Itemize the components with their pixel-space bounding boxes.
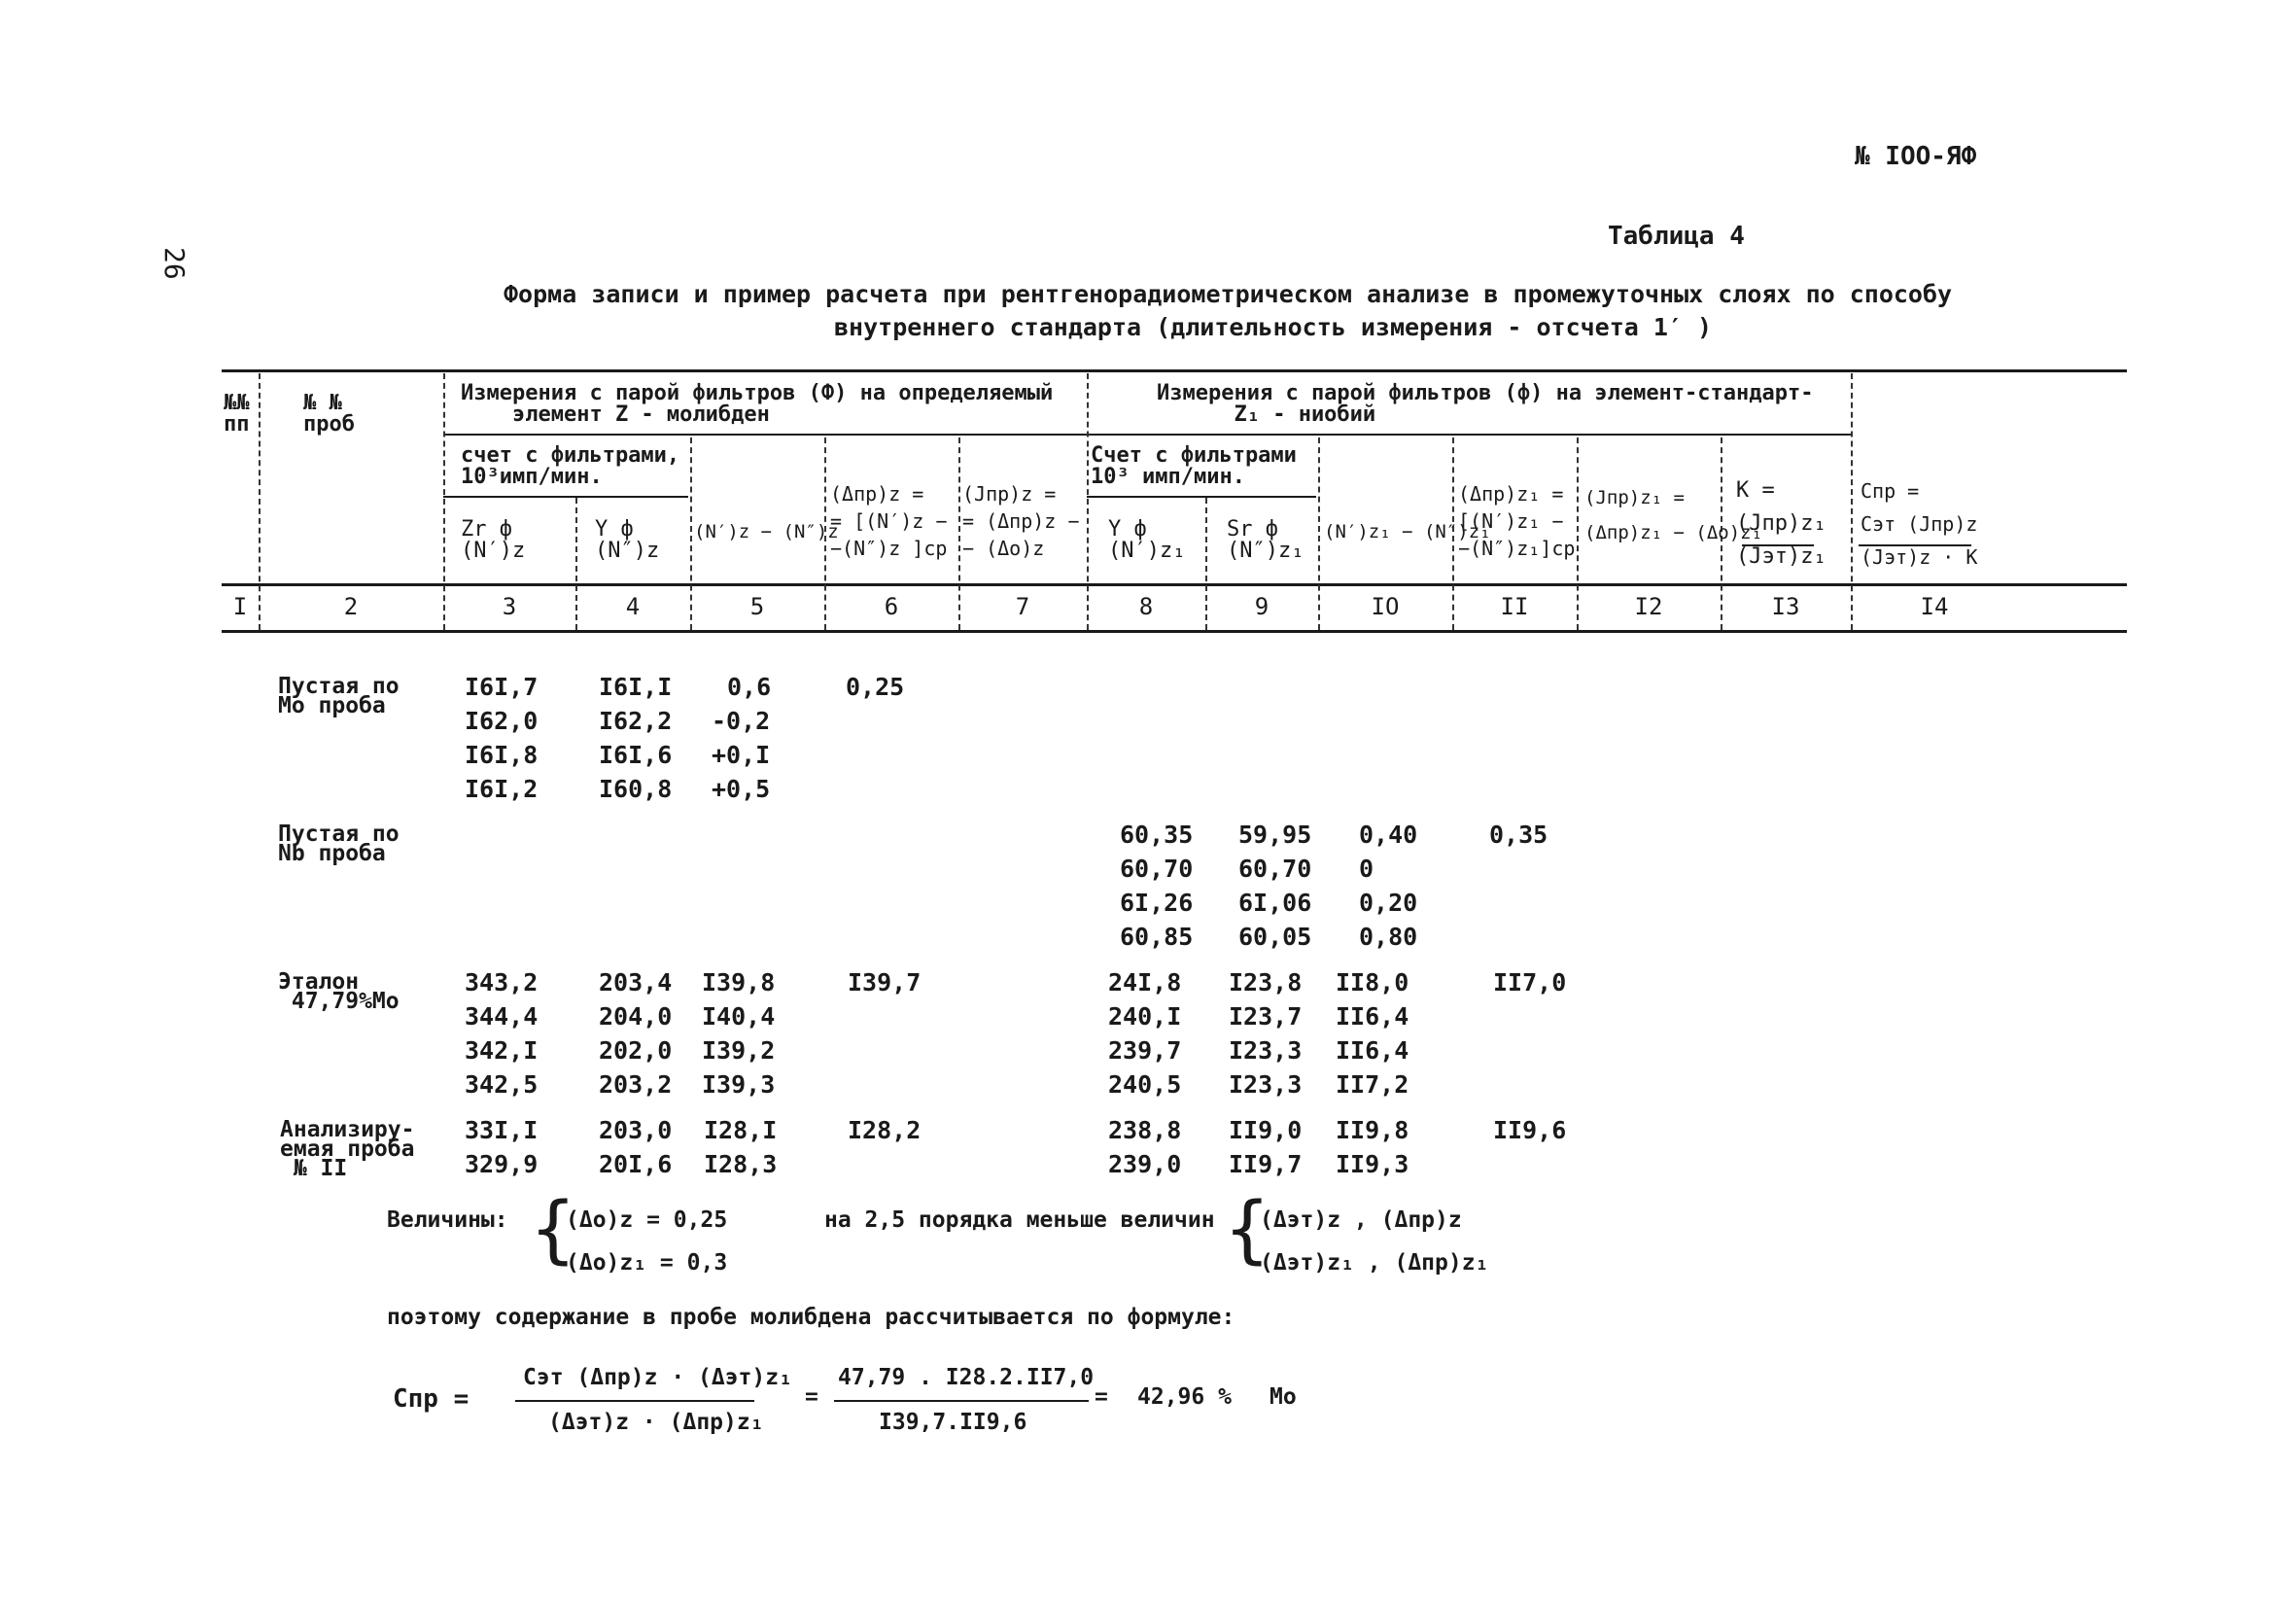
group-split-rule xyxy=(443,434,1853,436)
col-number-5: 5 xyxy=(749,593,765,620)
blank-nb-c9-2: 60,70 xyxy=(1238,855,1312,883)
left-brace-1: { xyxy=(531,1185,575,1272)
col-number-7: 7 xyxy=(1015,593,1030,620)
sample-c5-2: I28,3 xyxy=(704,1150,778,1178)
sample-c4-1: 203,0 xyxy=(599,1116,673,1144)
header-sample-number: № № проб xyxy=(303,391,355,437)
col-sep-13 xyxy=(1851,373,1853,630)
col-number-3: 3 xyxy=(502,593,517,620)
formula-den-1: (Δэт)z · (Δпр)z₁ xyxy=(548,1410,764,1435)
blank-mo-c5-2: -0,2 xyxy=(712,707,771,735)
header-col-12: (Jпр)z₁ = (Δпр)z₁ − (Δo)z₁ xyxy=(1584,487,1763,543)
count-z1-underline xyxy=(1087,496,1316,498)
etalon-c5-3: I39,2 xyxy=(702,1036,776,1065)
header-col-8: Y ф (N′)z₁ xyxy=(1108,517,1186,563)
header-group-molybdenum: Измерения с парой фильтров (Ф) на определяемый элемент Z - молибден xyxy=(461,381,1054,427)
blank-mo-c3-4: I6I,2 xyxy=(465,775,539,803)
sample-c10-1: II9,8 xyxy=(1336,1116,1409,1144)
header-col-7: (Jпр)z = = (Δпр)z − − (Δo)z xyxy=(962,482,1080,560)
left-brace-2: { xyxy=(1225,1185,1270,1272)
sample-c3-2: 329,9 xyxy=(465,1150,539,1178)
therefore-text: поэтому содержание в пробе молибдена рассчитывается по формуле: xyxy=(387,1305,1235,1330)
etalon-c10-3: II6,4 xyxy=(1336,1036,1409,1065)
sample-c9-1: II9,0 xyxy=(1229,1116,1303,1144)
smaller-text: на 2,5 порядка меньше величин xyxy=(824,1207,1215,1233)
col-number-10: IO xyxy=(1371,593,1400,620)
compare-z: (Δэт)z , (Δпр)z xyxy=(1260,1207,1462,1233)
col-number-8: 8 xyxy=(1138,593,1154,620)
etalon-c10-4: II7,2 xyxy=(1336,1070,1409,1099)
formula-lhs: Cпр = xyxy=(393,1384,470,1414)
table-title-line-2: внутреннего стандарта (длительность измерения - отсчета 1′ ) xyxy=(834,313,1713,341)
blank-mo-c5-4: +0,5 xyxy=(712,775,771,803)
blank-nb-c11: 0,35 xyxy=(1489,821,1548,849)
blank-nb-c10-1: 0,40 xyxy=(1359,821,1418,849)
etalon-c10-1: II8,0 xyxy=(1336,968,1409,996)
header-bottom-rule xyxy=(222,583,2127,586)
formula-den-2: I39,7.II9,6 xyxy=(879,1410,1027,1435)
header-col-13: K = (Jпр)z₁ (Jэт)z₁ xyxy=(1736,478,1826,569)
blank-nb-c8-4: 60,85 xyxy=(1120,923,1194,951)
col-sep-1 xyxy=(259,373,261,630)
sample-c6: I28,2 xyxy=(848,1116,922,1144)
compare-z1: (Δэт)z₁ , (Δпр)z₁ xyxy=(1260,1250,1489,1276)
header-col-6: (Δпр)z = = [(N′)z − −(N″)z ]ср xyxy=(830,482,948,560)
formula-eq-2: = xyxy=(1095,1384,1108,1410)
blank-nb-c9-3: 6I,06 xyxy=(1238,889,1312,917)
header-col-10: (N′)z₁ − (N″)z₁ xyxy=(1324,521,1491,542)
table-top-rule xyxy=(222,369,2127,372)
formula-num-2: 47,79 . I28.2.II7,0 xyxy=(838,1365,1095,1390)
header-col-14: Cпр = Cэт (Jпр)z (Jэт)z · K xyxy=(1861,479,1978,569)
page-number: 26 xyxy=(158,247,191,280)
formula-result: 42,96 % xyxy=(1137,1384,1232,1410)
sample-c5-1: I28,I xyxy=(704,1116,778,1144)
header-col-11: (Δпр)z₁ = [(N′)z₁ − −(N″)z₁]ср xyxy=(1458,482,1576,560)
header-row-number: №№ пп xyxy=(224,391,250,437)
etalon-c4-3: 202,0 xyxy=(599,1036,673,1065)
etalon-c8-2: 240,I xyxy=(1108,1002,1182,1031)
formula-eq-1: = xyxy=(805,1384,818,1410)
etalon-c3-1: 343,2 xyxy=(465,968,539,996)
col-number-9: 9 xyxy=(1254,593,1270,620)
col-number-14: I4 xyxy=(1920,593,1949,620)
row-label-blank-mo: Пустая по Мо проба xyxy=(278,674,400,718)
etalon-c4-1: 203,4 xyxy=(599,968,673,996)
col-number-13: I3 xyxy=(1771,593,1800,620)
etalon-c3-3: 342,I xyxy=(465,1036,539,1065)
header-col-5: (N′)z − (N″)z xyxy=(694,521,839,542)
values-word: Величины: xyxy=(387,1207,508,1233)
blank-mo-c4-4: I60,8 xyxy=(599,775,673,803)
etalon-c5-2: I40,4 xyxy=(702,1002,776,1031)
row-label-blank-nb: Пустая по Nb проба xyxy=(278,821,400,866)
header-col-9: Sr ф (N″)z₁ xyxy=(1227,517,1305,563)
blank-nb-c9-1: 59,95 xyxy=(1238,821,1312,849)
etalon-c3-4: 342,5 xyxy=(465,1070,539,1099)
etalon-c9-1: I23,8 xyxy=(1229,968,1303,996)
blank-nb-c10-2: 0 xyxy=(1359,855,1374,883)
table-title-line-1: Форма записи и пример расчета при рентгенорадиометрическом анализе в промежуточных слоях по способу xyxy=(504,280,1953,308)
col-sep-7 xyxy=(1087,373,1089,630)
etalon-c6: I39,7 xyxy=(848,968,922,996)
blank-mo-c3-3: I6I,8 xyxy=(465,741,539,769)
col-number-11: II xyxy=(1500,593,1529,620)
etalon-c9-2: I23,7 xyxy=(1229,1002,1303,1031)
count-z-underline xyxy=(443,496,688,498)
etalon-c8-3: 239,7 xyxy=(1108,1036,1182,1065)
blank-nb-c9-4: 60,05 xyxy=(1238,923,1312,951)
etalon-c3-2: 344,4 xyxy=(465,1002,539,1031)
blank-mo-c5-3: +0,I xyxy=(712,741,771,769)
formula-num-1: Cэт (Δпр)z · (Δэт)z₁ xyxy=(523,1365,792,1390)
col-number-2: 2 xyxy=(343,593,359,620)
row-label-etalon: Эталон 47,79%Мо xyxy=(278,969,400,1014)
blank-mo-c3-2: I62,0 xyxy=(465,707,539,735)
blank-nb-c8-2: 60,70 xyxy=(1120,855,1194,883)
sample-c10-2: II9,3 xyxy=(1336,1150,1409,1178)
delta0-z: (Δo)z = 0,25 xyxy=(566,1207,728,1233)
formula-frac-line-1 xyxy=(515,1400,754,1402)
row-label-sample: Анализиру- емая проба № II xyxy=(280,1117,415,1181)
col-number-6: 6 xyxy=(884,593,899,620)
etalon-c5-4: I39,3 xyxy=(702,1070,776,1099)
table-label: Таблица 4 xyxy=(1608,222,1745,251)
col-number-1: I xyxy=(232,593,248,620)
col-number-12: I2 xyxy=(1634,593,1663,620)
header-group-niobium: Измерения с парой фильтров (ф) на элемент-стандарт- Z₁ - ниобий xyxy=(1157,381,1814,427)
etalon-c4-2: 204,0 xyxy=(599,1002,673,1031)
formula-element: Мо xyxy=(1270,1384,1297,1410)
formula-frac-line-2 xyxy=(834,1400,1089,1402)
blank-mo-c6: 0,25 xyxy=(846,673,905,701)
etalon-c8-4: 240,5 xyxy=(1108,1070,1182,1099)
document-code: № IOO-ЯФ xyxy=(1855,142,1977,171)
sample-c11: II9,6 xyxy=(1493,1116,1567,1144)
sample-c8-2: 239,0 xyxy=(1108,1150,1182,1178)
etalon-c9-4: I23,3 xyxy=(1229,1070,1303,1099)
header-col-4: Y ф (N″)z xyxy=(595,517,660,563)
blank-mo-c4-2: I62,2 xyxy=(599,707,673,735)
header-col-3: Zr ф (N′)z xyxy=(461,517,526,563)
blank-nb-c8-1: 60,35 xyxy=(1120,821,1194,849)
etalon-c11: II7,0 xyxy=(1493,968,1567,996)
blank-mo-c3-1: I6I,7 xyxy=(465,673,539,701)
etalon-c8-1: 24I,8 xyxy=(1108,968,1182,996)
header-count-z: счет с фильтрами, 10³имп/мин. xyxy=(461,443,680,489)
blank-mo-c5-1: 0,6 xyxy=(727,673,772,701)
blank-mo-c4-1: I6I,I xyxy=(599,673,673,701)
etalon-c9-3: I23,3 xyxy=(1229,1036,1303,1065)
blank-nb-c10-3: 0,20 xyxy=(1359,889,1418,917)
etalon-c5-1: I39,8 xyxy=(702,968,776,996)
sample-c4-2: 20I,6 xyxy=(599,1150,673,1178)
blank-mo-c4-3: I6I,6 xyxy=(599,741,673,769)
col-number-4: 4 xyxy=(625,593,641,620)
column-number-rule xyxy=(222,630,2127,633)
delta0-z1: (Δo)z₁ = 0,3 xyxy=(566,1250,728,1276)
sample-c3-1: 33I,I xyxy=(465,1116,539,1144)
etalon-c4-4: 203,2 xyxy=(599,1070,673,1099)
blank-nb-c8-3: 6I,26 xyxy=(1120,889,1194,917)
header-count-z1: Счет с фильтрами 10³ имп/мин. xyxy=(1091,443,1297,489)
etalon-c10-2: II6,4 xyxy=(1336,1002,1409,1031)
sample-c9-2: II9,7 xyxy=(1229,1150,1303,1178)
blank-nb-c10-4: 0,80 xyxy=(1359,923,1418,951)
sample-c8-1: 238,8 xyxy=(1108,1116,1182,1144)
col-sep-2 xyxy=(443,373,445,630)
